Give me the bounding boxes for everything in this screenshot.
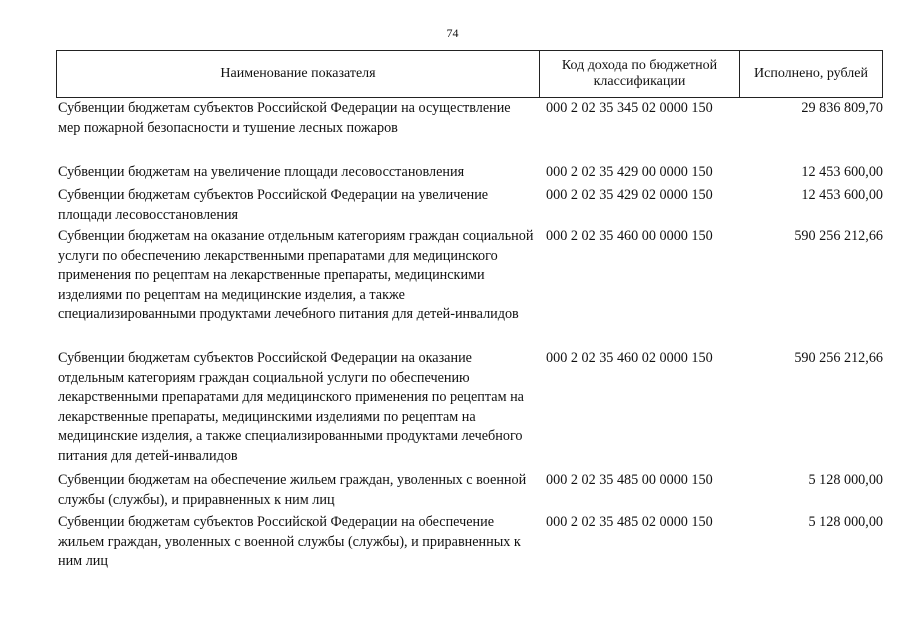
row-name: Субвенции бюджетам на оказание отдельным категориям граждан социальной услуги по обеспечению лекарственными препаратами для медицинского применения по рецептам на лекарственные препараты, медицинскими изделиями по рецептам на медицинские изделия, а также специализированными продуктами лечебного питания для детей-инвалидов: [58, 228, 534, 322]
table-header: [56, 50, 883, 98]
row-name: Субвенции бюджетам субъектов Российской Федерации на увеличение площади лесовосстановления: [58, 187, 489, 223]
header-name: Наименование показателя: [57, 51, 540, 97]
row-code: 000 2 02 35 429 02 0000 150: [546, 187, 713, 203]
row-amount: 12 453 600,00: [801, 164, 883, 180]
row-code: 000 2 02 35 429 00 0000 150: [546, 164, 713, 180]
row-name: Субвенции бюджетам субъектов Российской Федерации на обеспечение жильем граждан, уволенных с военной службы (службы), и приравненных к ним лиц: [58, 514, 521, 569]
header-code: Код дохода по бюджетной классификации: [540, 51, 740, 97]
row-name: Субвенции бюджетам субъектов Российской Федерации на оказание отдельным категориям граждан социальной услуги по обеспечению лекарственными препаратами для медицинского применения по рецептам на лекарственные препараты, медицинскими изделиями по рецептам на медицинские изделия, а также специализированными продуктами лечебного питания для детей-инвалидов: [58, 350, 524, 464]
row-name: Субвенции бюджетам субъектов Российской Федерации на осуществление мер пожарной безопасности и тушение лесных пожаров: [58, 100, 511, 136]
row-code: 000 2 02 35 345 02 0000 150: [546, 100, 713, 116]
row-amount: 5 128 000,00: [808, 514, 883, 530]
row-code: 000 2 02 35 485 00 0000 150: [546, 472, 713, 488]
row-code: 000 2 02 35 460 02 0000 150: [546, 350, 713, 366]
row-amount: 5 128 000,00: [808, 472, 883, 488]
row-amount: 590 256 212,66: [794, 228, 883, 244]
row-name: Субвенции бюджетам на обеспечение жильем граждан, уволенных с военной службы (службы), и приравненных к ним лиц: [58, 472, 527, 508]
row-name: Субвенции бюджетам на увеличение площади лесовосстановления: [58, 164, 465, 180]
row-amount: 12 453 600,00: [801, 187, 883, 203]
row-amount: 29 836 809,70: [801, 100, 883, 116]
header-amount: Исполнено, рублей: [754, 66, 868, 81]
row-amount: 590 256 212,66: [794, 350, 883, 366]
page-number: 74: [446, 26, 459, 40]
row-code: 000 2 02 35 485 02 0000 150: [546, 514, 713, 530]
row-code: 000 2 02 35 460 00 0000 150: [546, 228, 713, 244]
